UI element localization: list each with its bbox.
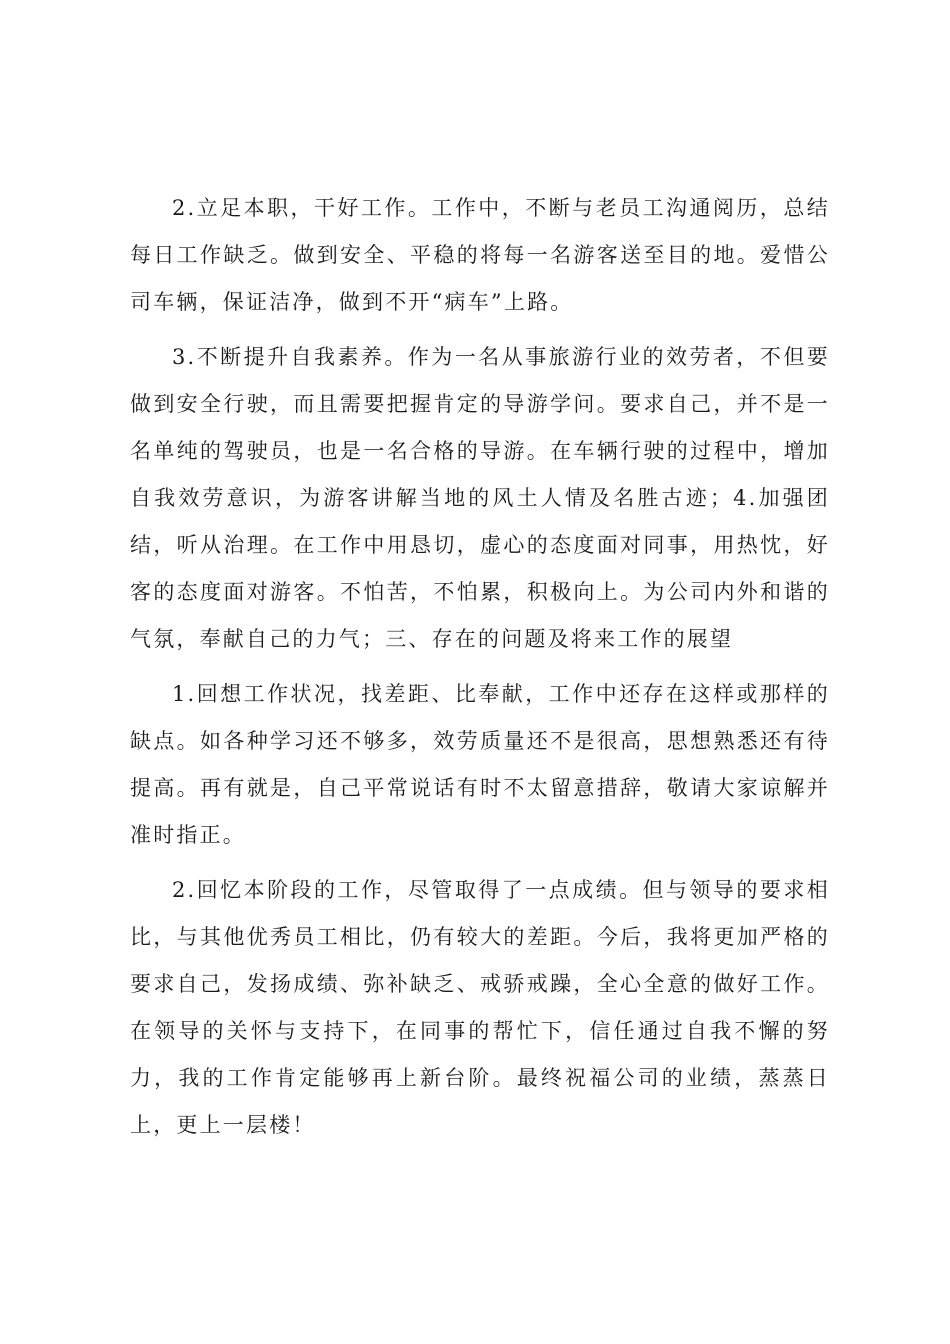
document-body [130, 185, 830, 1157]
paragraph-self-improvement: 3.不断提升自我素养。作为一名从事旅游行业的效劳者，不但要做到安全行驶，而且需要把握肯定的导游学问。要求自己，并不是一名单纯的驾驶员，也是一名合格的导游。在车辆行驶的过程中，增加自我效劳意识，为游客讲解当地的风土人情及名胜古迹；4.加强团结，听从治理。在工作中用恳切，虚心的态度面对同事，用热忱，好客的态度面对游客。不怕苦，不怕累，积极向上。为公司内外和谐的气氛，奉献自己的力气；三、存在的问题及将来工作的展望 [130, 345, 830, 651]
paragraph-duty: 2.立足本职，干好工作。工作中，不断与老员工沟通阅历，总结每日工作缺乏。做到安全、平稳的将每一名游客送至目的地。爱惜公司车辆，保证洁净，做到不开“病车”上路。 [130, 196, 830, 314]
paragraph-outlook: 2.回忆本阶段的工作，尽管取得了一点成绩。但与领导的要求相比，与其他优秀员工相比，仍有较大的差距。今后，我将更加严格的要求自己，发扬成绩、弥补缺乏、戒骄戒躁，全心全意的做好工作。在领导的关怀与支持下，在同事的帮忙下，信任通过自我不懈的努力，我的工作肯定能够再上新台阶。最终祝福公司的业绩，蒸蒸日上，更上一层楼！ [130, 878, 830, 1137]
paragraph-review: 1.回想工作状况，找差距、比奉献，工作中还存在这样或那样的缺点。如各种学习还不够多，效劳质量还不是很高，思想熟悉还有待提高。再有就是，自己平常说话有时不太留意措辞，敬请大家谅解并准时指正。 [130, 682, 830, 847]
